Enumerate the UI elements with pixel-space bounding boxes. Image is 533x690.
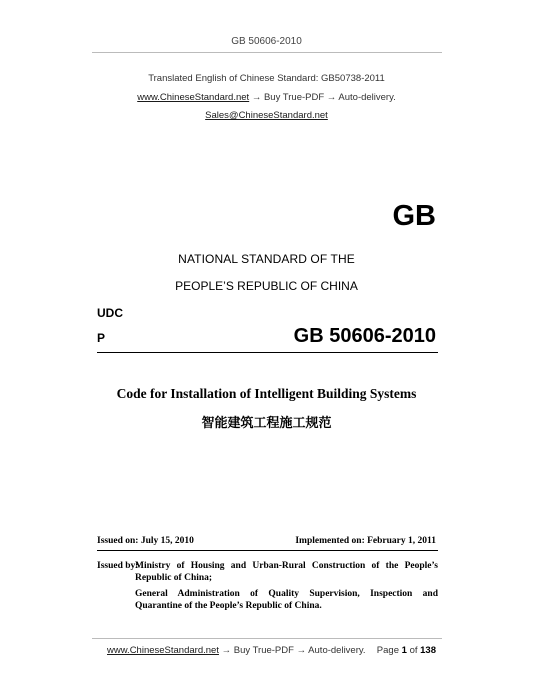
standard-code: GB 50606-2010	[293, 325, 436, 347]
issuer-org2: General Administration of Quality Supervision, Inspection and Quarantine of the People’s Republic of China.	[135, 589, 438, 611]
translation-note: Translated English of Chinese Standard: GB50738-2011	[148, 73, 385, 84]
email-line	[0, 110, 533, 121]
dates-rule	[97, 550, 438, 551]
gb-mark: GB	[392, 200, 436, 232]
buy-text: → Buy True-PDF → Auto-delivery.	[249, 92, 396, 103]
implemented-date: Implemented on: February 1, 2011	[295, 536, 436, 546]
email-link[interactable]: Sales@ChineseStandard.net	[205, 110, 328, 121]
page-number: 1	[401, 645, 407, 656]
issued-date: Issued on: July 15, 2010	[97, 536, 194, 546]
national-standard-line2: PEOPLE’S REPUBLIC OF CHINA	[175, 279, 358, 293]
page-indicator	[377, 645, 436, 656]
header-rule	[92, 52, 442, 53]
footer-buy-text: → Buy True-PDF → Auto-delivery.	[218, 645, 366, 656]
footer-purchase-line	[107, 645, 366, 656]
site-link[interactable]: www.ChineseStandard.net	[137, 92, 250, 103]
title-chinese: 智能建筑工程施工规范	[201, 416, 332, 431]
page-total: 138	[420, 645, 436, 656]
purchase-line	[0, 92, 533, 103]
code-rule	[97, 352, 438, 353]
issuers-block	[97, 560, 438, 616]
issuer-org1: Ministry of Housing and Urban-Rural Construction of the People’s Republic of China;	[135, 561, 438, 583]
of-label: of	[409, 645, 418, 656]
issued-by-label: Issued by:	[97, 561, 139, 571]
page-label: Page	[376, 645, 399, 656]
footer-site-link[interactable]: www.ChineseStandard.net	[107, 645, 219, 656]
national-standard-line1: NATIONAL STANDARD OF THE	[178, 252, 355, 266]
p-label: P	[97, 331, 106, 345]
udc-label: UDC	[97, 306, 123, 320]
running-header: GB 50606-2010	[231, 36, 302, 47]
footer-rule	[92, 638, 442, 639]
title-english: Code for Installation of Intelligent Building Systems	[116, 386, 417, 401]
